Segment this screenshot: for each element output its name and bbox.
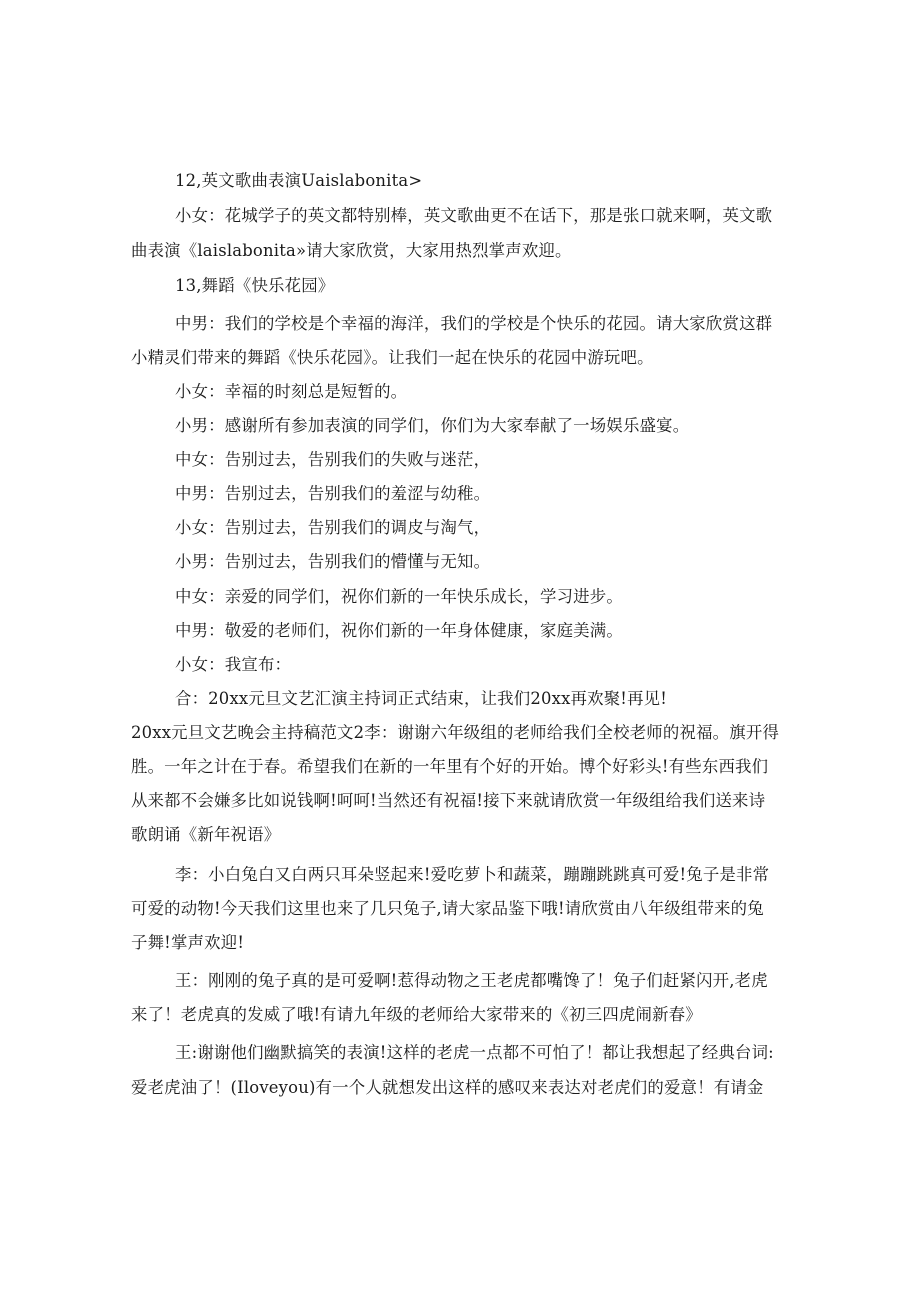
paragraph-line: 20xx元旦文艺晚会主持稿范文2李：谢谢六年级组的老师给我们全校老师的祝福。旗开得 bbox=[131, 723, 780, 742]
dialogue-line: 小女：幸福的时刻总是短暂的。 bbox=[175, 382, 408, 401]
dialogue-line: 中女：亲爱的同学们，祝你们新的一年快乐成长，学习进步。 bbox=[175, 587, 623, 606]
paragraph-line: 胜。一年之计在于春。希望我们在新的一年里有个好的开始。博个好彩头!有些东西我们 bbox=[131, 757, 769, 776]
dialogue-line: 中男：敬爱的老师们，祝你们新的一年身体健康，家庭美满。 bbox=[175, 621, 623, 640]
paragraph-line: 王：刚刚的兔子真的是可爱啊!惹得动物之王老虎都嘴馋了！兔子们赶紧闪开,老虎 bbox=[175, 971, 768, 990]
dialogue-line: 合：20xx元旦文艺汇演主持词正式结束，让我们20xx再欢聚!再见! bbox=[175, 689, 668, 708]
paragraph-line: 中男：我们的学校是个幸福的海洋，我们的学校是个快乐的花园。请大家欣赏这群 bbox=[175, 314, 773, 333]
paragraph-line: 小精灵们带来的舞蹈《快乐花园》。让我们一起在快乐的花园中游玩吧。 bbox=[131, 348, 654, 367]
section-heading-12: 12,英文歌曲表演Uaislabonita> bbox=[175, 171, 423, 190]
paragraph-line: 曲表演《laislabonita»请大家欣赏，大家用热烈掌声欢迎。 bbox=[131, 241, 572, 260]
paragraph-line: 歌朗诵《新年祝语》 bbox=[131, 825, 281, 844]
paragraph-line: 爱老虎油了！(Iloveyou)有一个人就想发出这样的感叹来表达对老虎们的爱意！有请金 bbox=[131, 1078, 764, 1097]
paragraph-line: 从来都不会嫌多比如说钱啊!呵呵!当然还有祝福!接下来就请欣赏一年级组给我们送来诗 bbox=[131, 791, 766, 810]
paragraph-line: 王:谢谢他们幽默搞笑的表演!这样的老虎一点都不可怕了！都让我想起了经典台词: bbox=[175, 1043, 774, 1062]
dialogue-line: 小女：我宣布： bbox=[175, 655, 292, 674]
paragraph-line: 来了！老虎真的发威了哦!有请九年级的老师给大家带来的《初三四虎闹新春》 bbox=[131, 1005, 702, 1024]
section-heading-13: 13,舞蹈《快乐花园》 bbox=[175, 276, 335, 295]
paragraph-line: 李：小白兔白又白两只耳朵竖起来!爱吃萝卜和蔬菜，蹦蹦跳跳真可爱!兔子是非常 bbox=[175, 865, 770, 884]
dialogue-line: 中女：告别过去，告别我们的失败与迷茫， bbox=[175, 450, 491, 469]
dialogue-line: 小女：告别过去，告别我们的调皮与淘气， bbox=[175, 518, 491, 537]
dialogue-line: 小男：告别过去，告别我们的懵懂与无知。 bbox=[175, 552, 491, 571]
paragraph-line: 可爱的动物!今天我们这里也来了几只兔子,请大家品鉴下哦!请欣赏由八年级组带来的兔 bbox=[131, 899, 764, 918]
paragraph-line: 小女：花城学子的英文都特别棒，英文歌曲更不在话下，那是张口就来啊，英文歌 bbox=[175, 206, 773, 225]
dialogue-line: 中男：告别过去，告别我们的羞涩与幼稚。 bbox=[175, 484, 491, 503]
paragraph-line: 子舞!掌声欢迎! bbox=[131, 933, 245, 952]
dialogue-line: 小男：感谢所有参加表演的同学们，你们为大家奉献了一场娱乐盛宴。 bbox=[175, 416, 690, 435]
